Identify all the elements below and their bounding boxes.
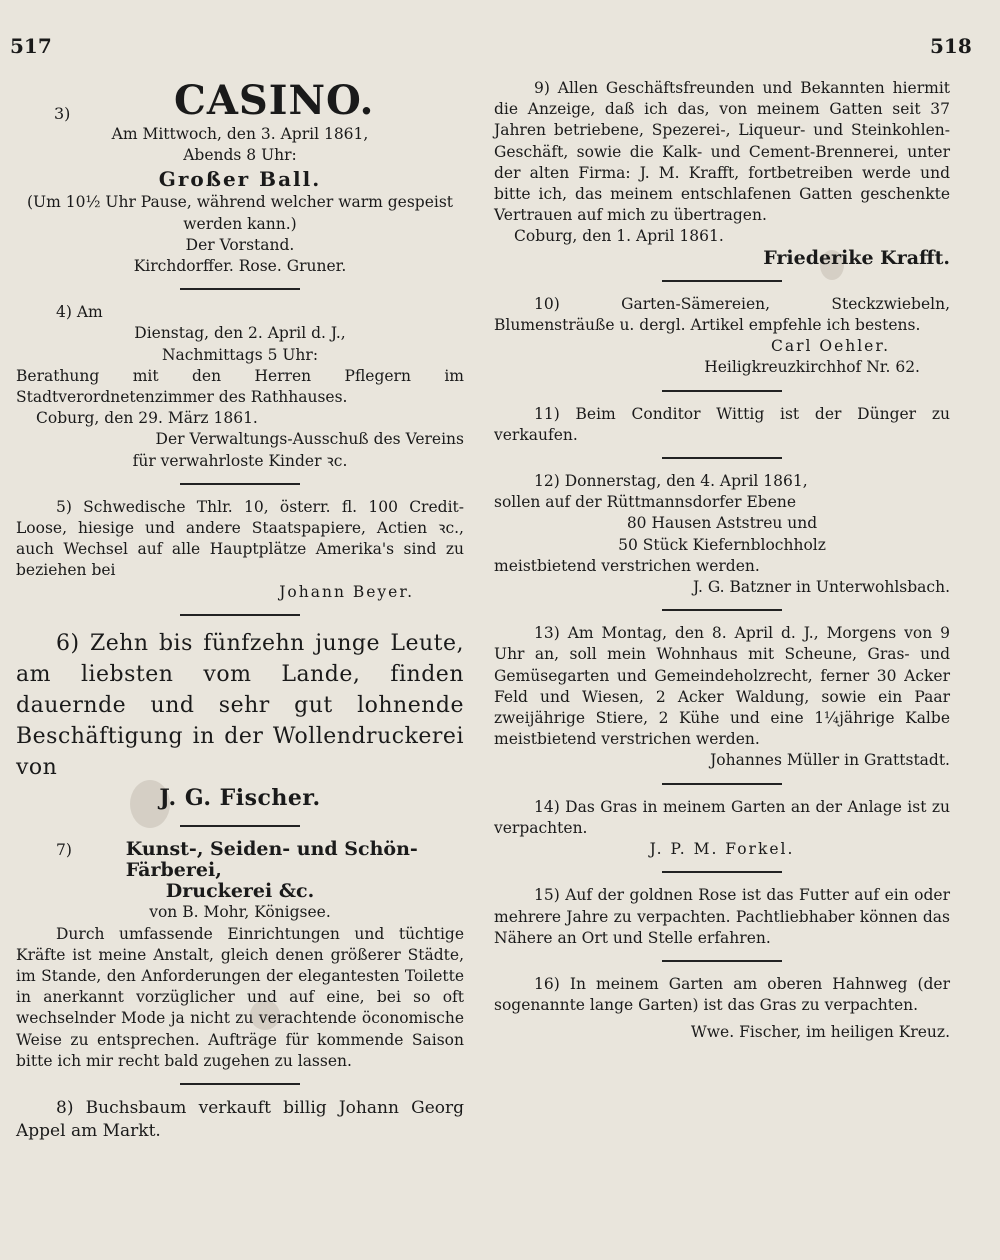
ad-6-body: 6) Zehn bis fünfzehn junge Leute, am liebsten vom Lande, finden dauernde und sehr gut lohnende Beschäftigung in der Wollendruckerei von: [16, 630, 464, 780]
separator-rule: [662, 457, 782, 459]
ad-4-first: 4) Am: [56, 303, 103, 322]
ad-3-line-time: Abends 8 Uhr:: [183, 146, 297, 165]
ad-9: [494, 78, 950, 269]
ad-3-note: (Um 10½ Uhr Pause, während welcher warm gespeist werden kann.): [26, 193, 454, 233]
ad-13-body: 13) Am Montag, den 8. April d. J., Morgens von 9 Uhr an, soll mein Wohnhaus mit Scheune, Gras- und Gemüsegarten und Gemeindeholzrecht, ferner 30 Acker Feld und Wiesen, 2 Acker Waldung, sowie ein Paar zweijährige Stiere, 2 Kühe und eine 1¼jährige Kalbe meistbietend verstrichen werden.: [494, 624, 950, 749]
separator-rule: [180, 1083, 300, 1085]
ad-8: [16, 1097, 464, 1143]
ad-13-sig: Johannes Müller in Grattstadt.: [710, 751, 950, 770]
separator-rule: [662, 609, 782, 611]
ad-3: [16, 78, 464, 277]
ad-5-body: 5) Schwedische Thlr. 10, österr. fl. 100 Credit-Loose, hiesige und andere Staatspapiere, Actien ꝛc., auch Wechsel auf alle Hauptplätze Amerika's sind zu beziehen bei: [16, 497, 464, 580]
separator-rule: [662, 390, 782, 392]
separator-rule: [662, 960, 782, 962]
ad-10: [494, 294, 950, 379]
ad-14-sig: J. P. M. Forkel.: [649, 840, 795, 859]
ad-11-body: 11) Beim Conditor Wittig ist der Dünger zu verkaufen.: [494, 404, 950, 444]
separator-rule: [662, 783, 782, 785]
separator-rule: [662, 280, 782, 282]
ad-7-by: von B. Mohr, Königsee.: [149, 903, 331, 922]
separator-rule: [180, 483, 300, 485]
ad-11: [494, 404, 950, 446]
ad-10-sig1: Carl Oehler.: [770, 337, 890, 356]
ad-16: [494, 974, 950, 1044]
page-number-left: 517: [10, 34, 52, 58]
ad-15-body: 15) Auf der goldnen Rose ist das Futter auf ein oder mehrere Jahre zu verpachten. Pachtliebhaber können das Nähere an Ort und Stelle erfahren.: [494, 886, 950, 947]
separator-rule: [662, 871, 782, 873]
ad-3-title: CASINO.: [174, 77, 375, 124]
ad-12-line2: sollen auf der Rüttmannsdorfer Ebene: [494, 493, 797, 512]
ad-7-title2: Druckerei &c.: [165, 880, 315, 903]
ad-12-line1: 12) Donnerstag, den 4. April 1861,: [534, 472, 808, 491]
ad-10-sig2: Heiligkreuzkirchhof Nr. 62.: [704, 358, 920, 377]
ad-15: [494, 885, 950, 949]
page-number-right: 518: [930, 34, 972, 58]
ad-14: [494, 797, 950, 861]
ad-3-names: Kirchdorffer. Rose. Gruner.: [133, 257, 347, 276]
ad-7: [16, 839, 464, 1072]
ad-4-place-date: Coburg, den 29. März 1861.: [36, 409, 258, 428]
separator-rule: [180, 288, 300, 290]
ad-5-sig: Johann Beyer.: [279, 582, 414, 601]
ad-4: [16, 302, 464, 472]
separator-rule: [180, 825, 300, 827]
ad-14-body: 14) Das Gras in meinem Garten an der Anlage ist zu verpachten.: [494, 797, 950, 837]
right-column: [494, 78, 950, 1044]
ad-10-body: 10) Garten-Sämereien, Steckzwiebeln, Blumensträuße u. dergl. Artikel empfehle ich bestens.: [494, 294, 950, 335]
ad-12-line3: 80 Hausen Aststreu und: [626, 514, 818, 533]
ad-4-body: Berathung mit den Herren Pflegern im Stadtverordnetenzimmer des Rathhauses.: [16, 366, 464, 407]
ad-9-body: 9) Allen Geschäftsfreunden und Bekannten hiermit die Anzeige, daß ich das, von meinem Gatten seit 37 Jahren betriebene, Spezerei-, Liqueur- und Steinkohlen-Geschäft, sowie die Kalk- und Cement-Brennerei, unter der alten Firma: J. M. Krafft, fortbetreiben werde und bitte ich, das meinem entschlafenen Gatten geschenkte Vertrauen auf mich zu übertragen.: [494, 79, 950, 225]
ad-4-sig1: Der Verwaltungs-Ausschuß des Vereins: [155, 430, 464, 449]
ad-12: [494, 471, 950, 598]
ad-4-date: Dienstag, den 2. April d. J.,: [134, 324, 346, 343]
ad-16-body: 16) In meinem Garten am oberen Hahnweg (der sogenannte lange Garten) ist das Gras zu verpachten.: [494, 974, 950, 1015]
ad-12-sig: J. G. Batzner in Unterwohlsbach.: [692, 578, 950, 597]
ad-3-line-date: Am Mittwoch, den 3. April 1861,: [111, 125, 369, 143]
ad-6-sig: J. G. Fischer.: [159, 784, 321, 811]
ad-16-sig: Wwe. Fischer, im heiligen Kreuz.: [690, 1023, 950, 1042]
ad-12-line5: meistbietend verstrichen werden.: [494, 556, 760, 575]
ad-9-place-date: Coburg, den 1. April 1861.: [514, 227, 724, 246]
ad-8-body: 8) Buchsbaum verkauft billig Johann Georg Appel am Markt.: [16, 1098, 464, 1142]
ad-4-time: Nachmittags 5 Uhr:: [161, 345, 319, 364]
ad-12-line4: 50 Stück Kiefernblochholz: [618, 535, 826, 554]
ad-4-sig2: für verwahrloste Kinder ꝛc.: [132, 451, 348, 470]
ad-7-number: 7): [56, 840, 72, 859]
ad-7-title1: Kunst-, Seiden- und Schön-Färberei,: [125, 837, 418, 882]
ad-3-org: Der Vorstand.: [185, 235, 295, 254]
left-column: [16, 78, 464, 1143]
ad-7-body: Durch umfassende Einrichtungen und tüchtige Kräfte ist meine Anstalt, gleich denen größerer Städte, im Stande, den Anforderungen der elegantesten Toilette in anerkannt vorzüglicher und auf eine, bei so oft wechselnder Mode ja nicht zu verachtende öconomische Weise zu entsprechen. Aufträge für kommende Saison bitte ich mir recht bald zugehen zu lassen.: [16, 924, 464, 1070]
ad-3-number: 3): [54, 103, 71, 123]
ad-5: [16, 497, 464, 603]
ad-9-sig: Friederike Krafft.: [763, 246, 950, 269]
ad-13: [494, 623, 950, 771]
separator-rule: [180, 614, 300, 616]
ad-6: [16, 628, 464, 814]
ad-3-event: Großer Ball.: [158, 167, 322, 192]
